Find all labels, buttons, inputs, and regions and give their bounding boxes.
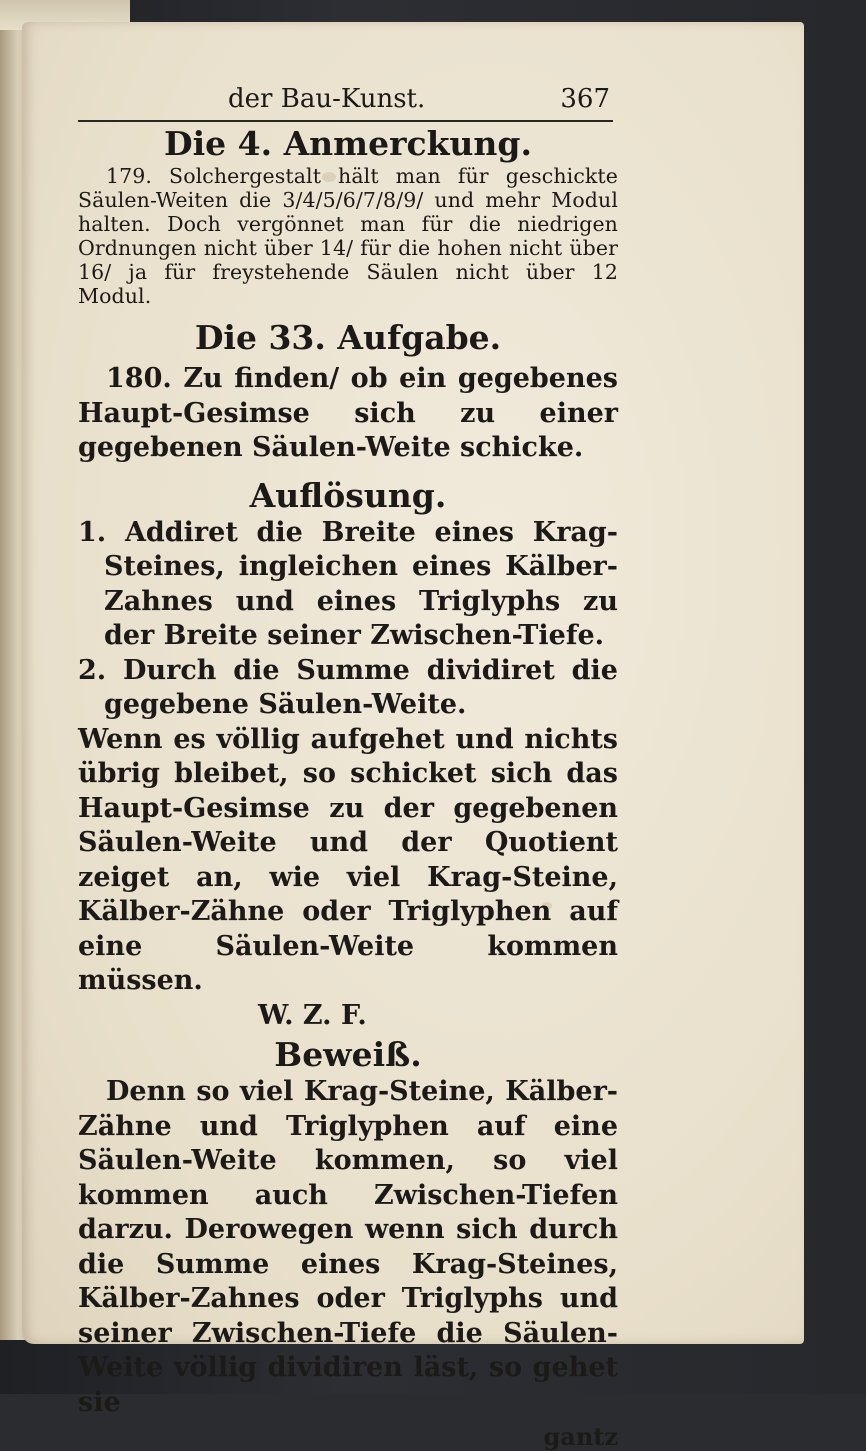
paragraph-179: 179. Solchergestalt hält man für geschickte Säulen-Weiten die 3/4/5/6/7/8/9/ und mehr Modul halten. Doch vergönnet man für die niedrigen Ordnungen nicht über 14/ für die hohen nicht über 16/ ja für freystehende Säulen nicht über 12 Modul. [78,164,618,308]
running-header [78,84,618,114]
heading-beweis: Beweiß. [274,1035,422,1074]
list-item-2: 2. Durch die Summe dividiret die gegebene Säulen-Weite. [78,654,618,720]
heading-aufloesung: Auflösung. [249,475,447,515]
header-rule [78,120,613,122]
catchword: gantz [543,1422,618,1451]
page-text-block [78,84,618,1451]
paragraph-wenn: Wenn es völlig aufgehet und nichts übrig bleibet, so schicket sich das Haupt-Gesimse zu der gegebenen Säulen-Weite und der Quotient zeiget an, wie viel Krag-Steine, Kälber-Zähne oder Triglyphen auf eine Säulen-Weite kommen müssen. [78,723,618,996]
qed-mark: W. Z. F. [258,999,367,1031]
running-title: der Bau-Kunst. [228,84,426,114]
book-page [22,22,804,1451]
list-item-1: 1. Addiret die Breite eines Krag-Steines, ingleichen eines Kälber-Zahnes und eines Triglyphs zu der Breite seiner Zwischen-Tiefe. [78,516,618,651]
paragraph-180: 180. Zu finden/ ob ein gegebenes Haupt-Gesimse sich zu einer gegebenen Säulen-Weite schicke. [78,363,618,463]
paragraph-denn: Denn so viel Krag-Steine, Kälber-Zähne und Triglyphen auf eine Säulen-Weite kommen, so viel kommen auch Zwischen-Tiefen darzu. Derowegen wenn sich durch die Summe eines Krag-Steines, Kälber-Zahnes oder Triglyphs und seiner Zwischen-Tiefe die Säulen-Weite völlig dividiren läst, so gehet sie [78,1076,618,1418]
page-number: 367 [560,84,610,114]
heading-aufgabe: Die 33. Aufgabe. [194,318,502,357]
heading-anmerckung: Die 4. Anmerckung. [164,124,532,163]
